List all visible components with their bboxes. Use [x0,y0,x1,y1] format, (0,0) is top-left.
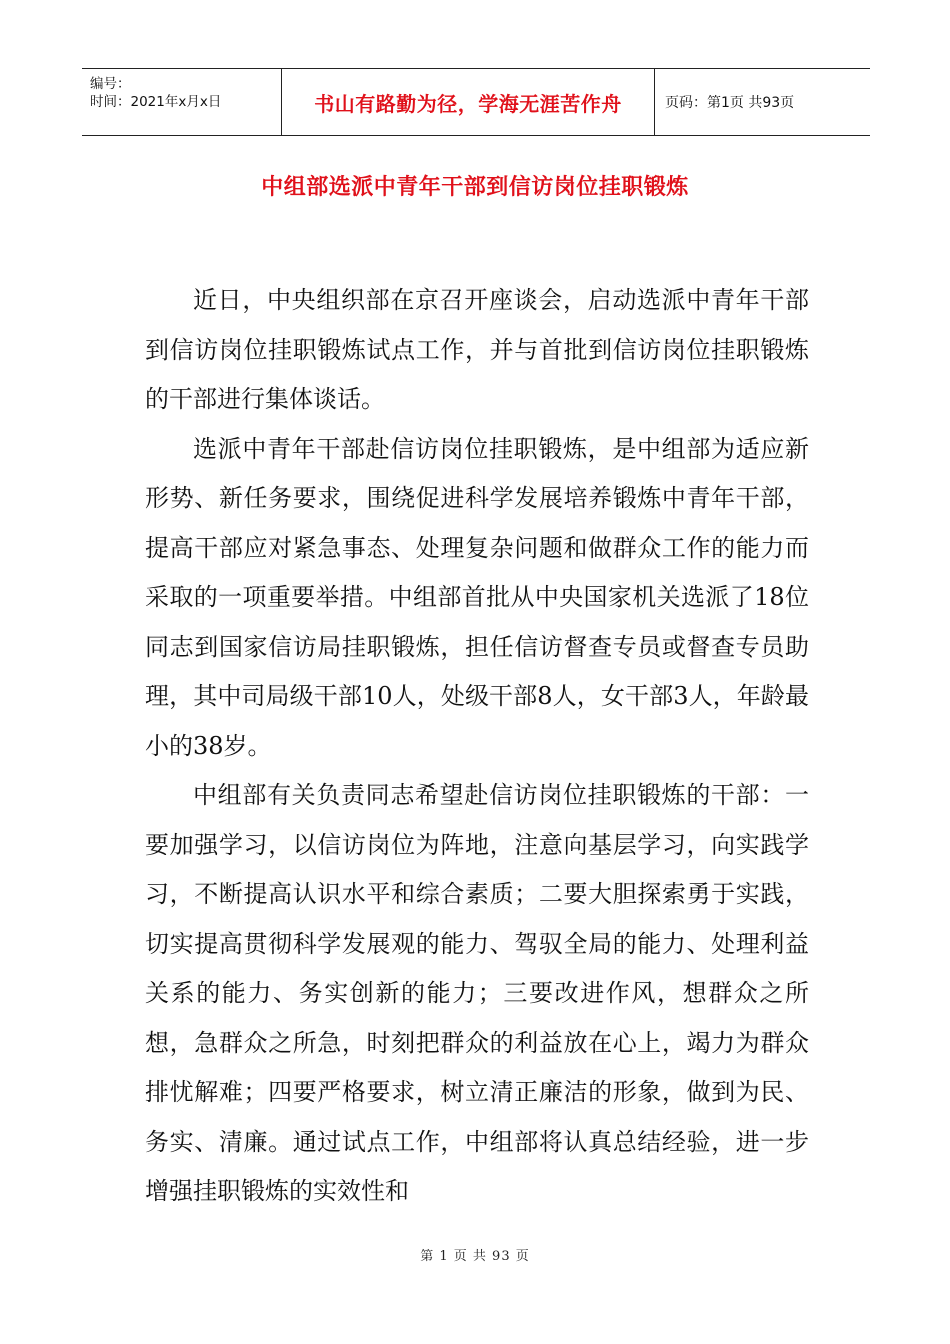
paragraph: 近日，中央组织部在京召开座谈会，启动选派中青年干部到信访岗位挂职锻炼试点工作，并与首批到信访岗位挂职锻炼的干部进行集体谈话。 [145,286,809,413]
document-title: 中组部选派中青年干部到信访岗位挂职锻炼 [261,175,689,200]
motto-text: 书山有路勤为径，学海无涯苦作舟 [314,91,622,116]
page-footer: 第 1 页 共 93 页 [420,1249,530,1264]
header-page-cell [655,69,870,135]
header-meta-cell [82,69,282,135]
document-body [145,276,809,1217]
time-label: 时间：2021年x月x日 [90,94,222,110]
page-info: 页码：第1页 共93页 [665,95,795,111]
page-header [82,68,870,136]
number-label: 编号： [90,76,131,92]
paragraph: 中组部有关负责同志希望赴信访岗位挂职锻炼的干部：一要加强学习，以信访岗位为阵地，注意向基层学习，向实践学习，不断提高认识水平和综合素质；二要大胆探索勇于实践，切实提高贯彻科学发展观的能力、驾驭全局的能力、处理利益关系的能力、务实创新的能力；三要改进作风，想群众之所想，急群众之所急，时刻把群众的利益放在心上，竭力为群众排忧解难；四要严格要求，树立清正廉洁的形象，做到为民、务实、清廉。通过试点工作，中组部将认真总结经验，进一步增强挂职锻炼的实效性和 [145,781,809,1205]
header-motto-cell [282,69,655,135]
paragraph: 选派中青年干部赴信访岗位挂职锻炼，是中组部为适应新形势、新任务要求，围绕促进科学发展培养锻炼中青年干部，提高干部应对紧急事态、处理复杂问题和做群众工作的能力而采取的一项重要举措。中组部首批从中央国家机关选派了18位同志到国家信访局挂职锻炼，担任信访督查专员或督查专员助理，其中司局级干部10人，处级干部8人，女干部3人，年龄最小的38岁。 [145,434,809,760]
